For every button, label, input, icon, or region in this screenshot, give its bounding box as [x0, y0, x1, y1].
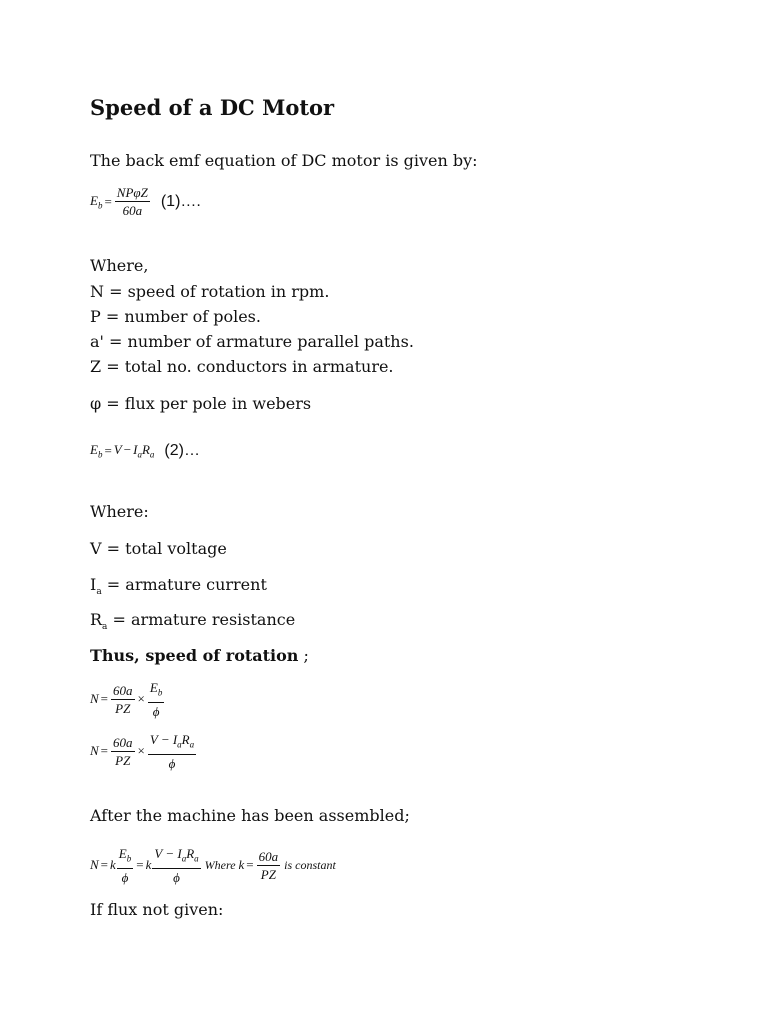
equation-5: N = k $\frac{E_b}{\phi}$ = k $\frac{V - I_aR_a}{\phi}$ Where k = $\frac{60a}{PZ}$ is constant — [90, 846, 336, 885]
definition-ia: $I_a$ = armature current — [90, 575, 267, 598]
eq2-rhs: $V - I_aR_a$ — [113, 442, 155, 460]
eq4-fraction-2: $\frac{V - I_aR_a}{\phi}$ — [149, 732, 195, 771]
eq5-where-text: Where — [204, 857, 236, 872]
intro-text: The back emf equation of DC motor is given by: — [90, 151, 478, 170]
eq5-fraction-2: $\frac{V - I_aR_a}{\phi}$ — [154, 846, 199, 885]
definition-ra: $R_a$ = armature resistance — [90, 610, 296, 633]
thus-heading: Thus, speed of rotation ; — [90, 646, 309, 665]
where2-label: Where: — [90, 502, 149, 521]
eq1-numerator: NPφZ — [116, 185, 148, 200]
definition-v: V = total voltage — [90, 539, 227, 558]
equation-4: N = $\frac{60a}{PZ}$ × $\frac{V - I_aR_a}{\phi}$ — [90, 732, 195, 771]
definition-p: P = number of poles. — [90, 307, 261, 326]
eq1-label: (1)…. — [160, 192, 201, 210]
equation-2: $E_b$ = $V - I_aR_a$ (2)… — [90, 442, 200, 460]
page-title: Speed of a DC Motor — [90, 95, 335, 120]
equation-3: N = $\frac{60a}{PZ}$ × $\frac{E_b}{\phi}$ — [90, 680, 163, 719]
eq3-fraction-1: $\frac{60a}{PZ}$ — [113, 682, 133, 716]
definition-phi: φ = flux per pole in webers — [90, 394, 312, 413]
definition-z: Z = total no. conductors in armature. — [90, 357, 394, 376]
eq3-lhs: N — [90, 691, 99, 707]
after-assembly-text: After the machine has been assembled; — [90, 806, 410, 825]
eq3-fraction-2: $\frac{E_b}{\phi}$ — [149, 680, 163, 719]
definition-a: a' = number of armature parallel paths. — [90, 332, 414, 351]
eq1-equals: = — [104, 193, 112, 209]
eq5-lhs: N — [90, 857, 99, 873]
eq3-times: × — [137, 691, 145, 707]
eq4-fraction-1: $\frac{60a}{PZ}$ — [113, 734, 133, 768]
flux-note: If flux not given: — [90, 900, 224, 919]
eq4-times: × — [137, 743, 145, 759]
eq1-lhs: $E_b$ — [90, 192, 103, 211]
eq5-fraction-3: $\frac{60a}{PZ}$ — [258, 848, 279, 882]
eq4-lhs: N — [90, 743, 99, 759]
eq5-constant-text: is constant — [284, 857, 336, 872]
eq5-fraction-1: $\frac{E_b}{\phi}$ — [118, 846, 132, 885]
eq1-denominator: 60a — [122, 203, 143, 218]
eq2-label: (2)… — [164, 442, 200, 459]
where-label: Where, — [90, 256, 149, 275]
definition-n: N = speed of rotation in rpm. — [90, 282, 330, 301]
thus-bold-text: Thus, speed of rotation — [90, 646, 299, 665]
eq1-fraction — [115, 184, 150, 219]
eq2-lhs: $E_b$ — [90, 442, 103, 460]
equation-1 — [90, 184, 201, 219]
